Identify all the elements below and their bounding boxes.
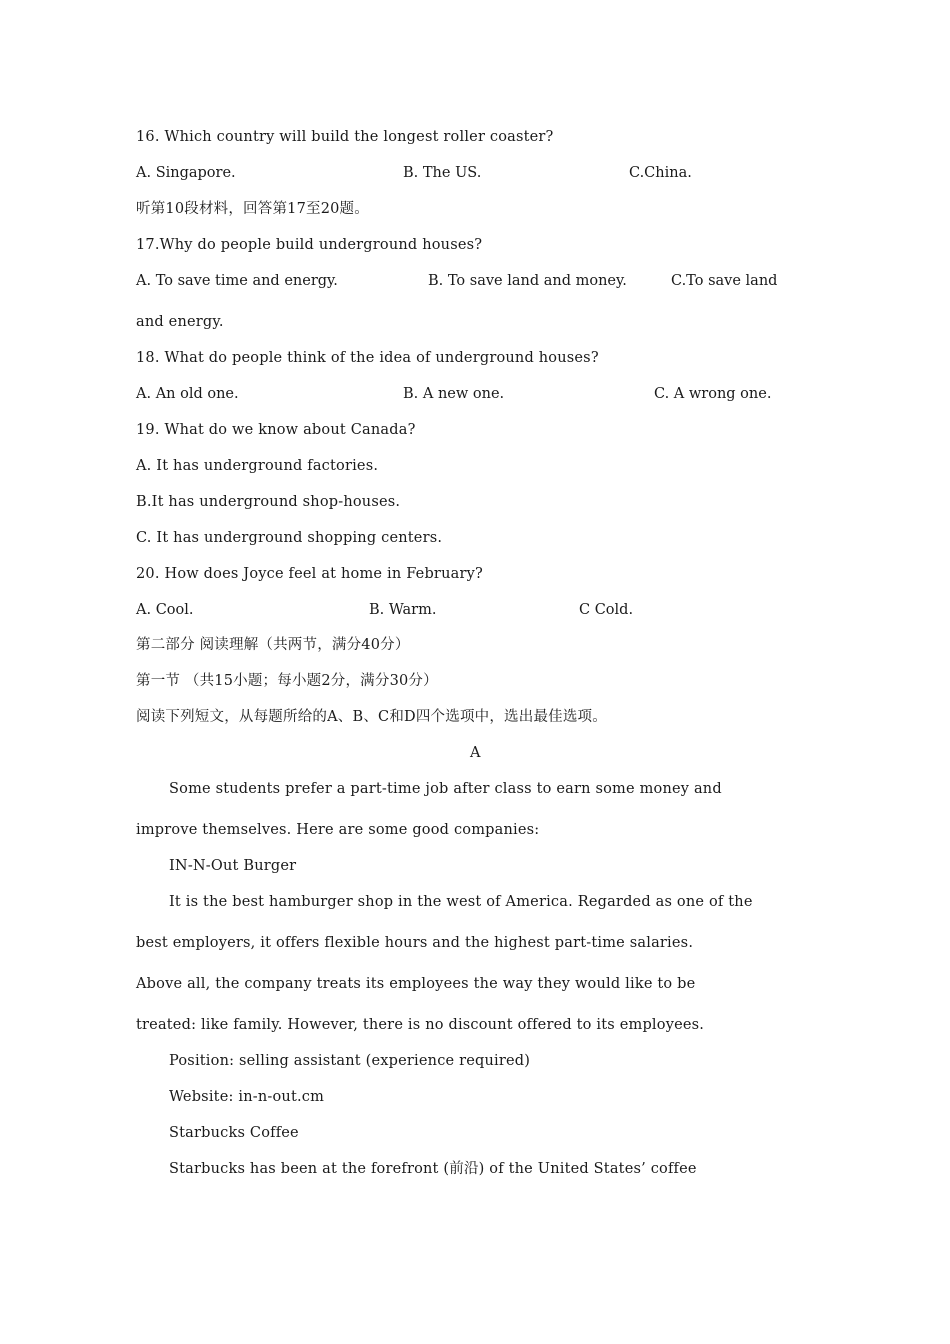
- question-18: 18. What do people think of the idea of underground houses?: [136, 350, 599, 366]
- company-2-name: Starbucks Coffee: [169, 1125, 299, 1141]
- q18-option-b: B. A new one.: [403, 386, 505, 402]
- q17-option-b: B. To save land and money.: [428, 273, 627, 289]
- q20-option-c: C Cold.: [579, 602, 634, 618]
- question-16: 16. Which country will build the longest roller coaster?: [136, 129, 554, 145]
- passage-label: A: [470, 745, 481, 761]
- q20-option-a: A. Cool.: [136, 602, 194, 618]
- company-1-website: Website: in-n-out.cm: [169, 1089, 325, 1105]
- q19-option-a: A. It has underground factories.: [136, 458, 379, 474]
- company-1-desc-line-3: Above all, the company treats its employees the way they would like to be: [136, 976, 696, 992]
- section-1-heading: 第一节 （共15小题；每小题2分，满分30分）: [136, 673, 438, 689]
- company-1-desc-line-4: treated: like family. However, there is no discount offered to its employees.: [136, 1017, 705, 1033]
- q16-option-a: A. Singapore.: [136, 165, 236, 181]
- company-1-position: Position: selling assistant (experience required): [169, 1053, 531, 1069]
- question-20: 20. How does Joyce feel at home in February?: [136, 566, 483, 582]
- company-2-desc-line-1: Starbucks has been at the forefront (前沿) of the United States’ coffee: [169, 1161, 697, 1177]
- reading-instructions: 阅读下列短文，从每题所给的A、B、C和D四个选项中，选出最佳选项。: [136, 709, 607, 725]
- q18-option-c: C. A wrong one.: [654, 386, 772, 402]
- passage-intro-line-2: improve themselves. Here are some good companies:: [136, 822, 540, 838]
- section-10-intro: 听第10段材料，回答第17至20题。: [136, 201, 369, 217]
- q17-option-a: A. To save time and energy.: [136, 273, 338, 289]
- part-2-heading: 第二部分 阅读理解（共两节，满分40分）: [136, 637, 410, 653]
- question-19: 19. What do we know about Canada?: [136, 422, 416, 438]
- q16-option-b: B. The US.: [403, 165, 482, 181]
- q16-option-c: C.China.: [629, 165, 692, 181]
- company-1-name: IN-N-Out Burger: [169, 858, 297, 874]
- q20-option-b: B. Warm.: [369, 602, 437, 618]
- passage-intro-line-1: Some students prefer a part-time job after class to earn some money and: [169, 781, 722, 797]
- q17-option-c: C.To save land: [671, 273, 778, 289]
- q17-option-c-continued: and energy.: [136, 314, 224, 330]
- q19-option-b: B.It has underground shop-houses.: [136, 494, 401, 510]
- question-17: 17.Why do people build underground houses?: [136, 237, 483, 253]
- q19-option-c: C. It has underground shopping centers.: [136, 530, 443, 546]
- company-1-desc-line-1: It is the best hamburger shop in the west of America. Regarded as one of the: [169, 894, 753, 910]
- q18-option-a: A. An old one.: [136, 386, 239, 402]
- company-1-desc-line-2: best employers, it offers flexible hours and the highest part-time salaries.: [136, 935, 694, 951]
